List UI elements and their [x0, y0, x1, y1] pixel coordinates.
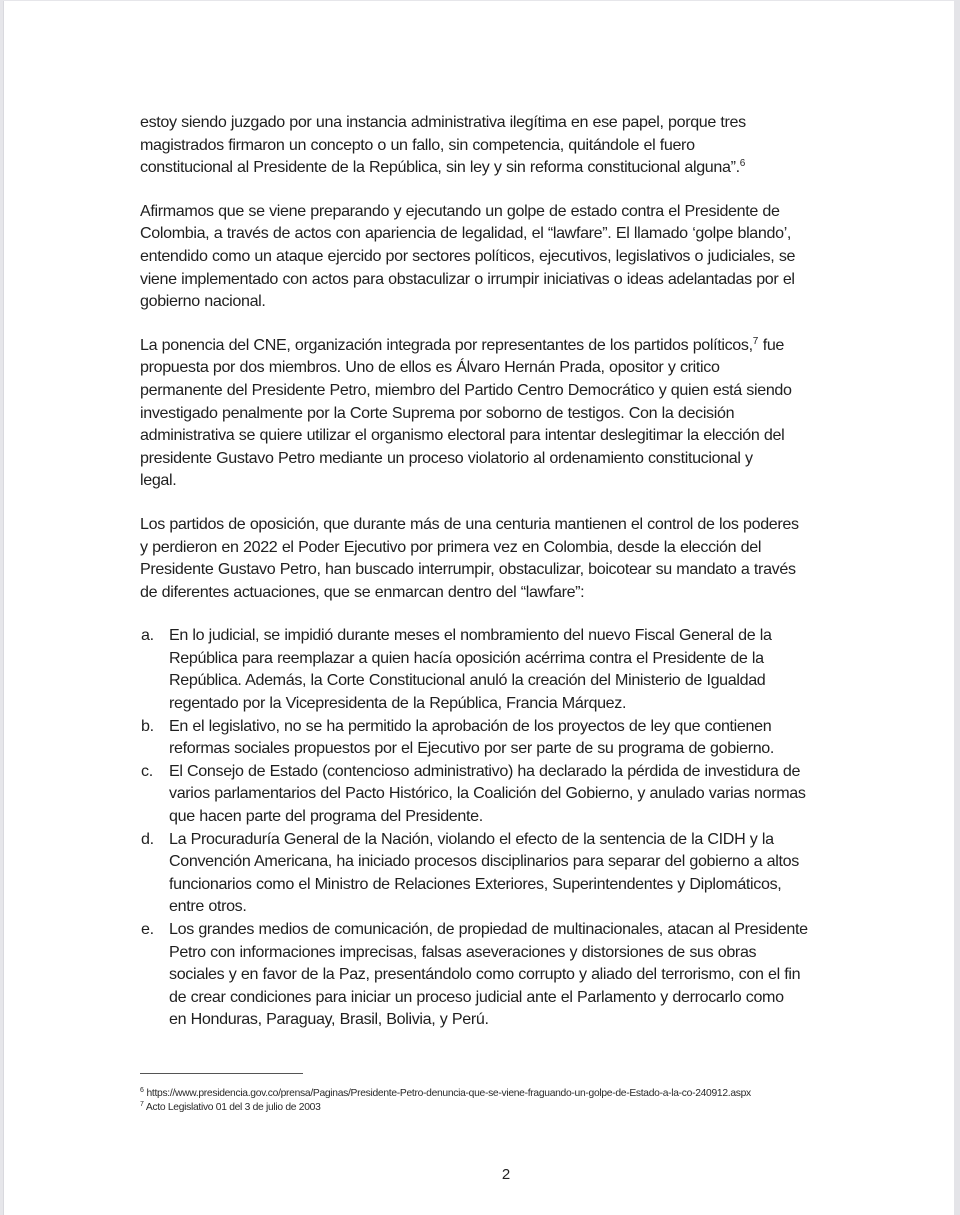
text-line: República para reemplazar a quien hacía oposición acérrima contra el Presidente de la — [169, 648, 764, 667]
text-line: investigado penalmente por la Corte Suprema por soborno de testigos. Con la decisión — [140, 403, 735, 422]
footnote-reference-7[interactable]: 7 — [752, 335, 759, 347]
text-line: varios parlamentarios del Pacto Histórico, la Coalición del Gobierno, y anulado varias normas — [169, 784, 806, 803]
text-line: administrativa se quiere utilizar el organismo electoral para intentar deslegitimar la elección del — [140, 426, 785, 445]
text-line: estoy siendo juzgado por una instancia administrativa ilegítima en ese papel, porque tres — [140, 113, 746, 131]
list-item-a — [140, 624, 875, 714]
list-marker: c. — [141, 761, 153, 780]
text-line: gobierno nacional. — [140, 292, 266, 311]
text-line: magistrados firmaron un concepto o un fallo, sin competencia, quitándole el fuero — [140, 135, 695, 154]
list-marker: a. — [141, 626, 154, 645]
viewer-scroll-edge — [954, 0, 960, 1215]
footnote-number: 6 — [140, 1087, 144, 1094]
text-line: Los grandes medios de comunicación, de propiedad de multinacionales, atacan al Presidente — [169, 920, 808, 938]
text-line: entre otros. — [169, 897, 247, 916]
text-line: La Procuraduría General de la Nación, violando el efecto de la sentencia de la CIDH y la — [169, 829, 774, 848]
text-line: permanente del Presidente Petro, miembro del Partido Centro Democrático y quien está siendo — [140, 380, 792, 399]
text-line: Los partidos de oposición, que durante más de una centuria mantienen el control de los poderes — [140, 514, 799, 533]
text-line: regentado por la Vicepresidenta de la República, Francia Márquez. — [169, 694, 627, 713]
text-line — [140, 334, 875, 357]
document-page — [3, 1, 955, 1215]
text-line: República. Además, la Corte Constitucional anuló la creación del Ministerio de Igualdad — [169, 671, 766, 690]
text-line: Petro con informaciones imprecisas, falsas aseveraciones y distorsiones de sus obras — [169, 942, 757, 961]
footnotes — [140, 1087, 900, 1115]
list-marker: d. — [141, 829, 154, 848]
list-marker: b. — [141, 716, 154, 735]
text-line: sociales y en favor de la Paz, presentándolo como corrupto y aliado del terrorismo, con el fin — [169, 965, 801, 984]
text-line: en Honduras, Paraguay, Brasil, Bolivia, y Perú. — [169, 1010, 489, 1029]
list-item-d — [140, 828, 875, 918]
page-number: 2 — [501, 1166, 511, 1183]
paragraph-4 — [140, 513, 875, 603]
text-line: El Consejo de Estado (contencioso administrativo) ha declarado la pérdida de investidura de — [169, 761, 801, 780]
text-line: entendido como un ataque ejercido por sectores políticos, ejecutivos, legislativos o judiciales, se — [140, 246, 796, 265]
text-line: viene implementado con actos para obstaculizar o irrumpir iniciativas o ideas adelantadas por el — [140, 269, 795, 288]
lawfare-list — [140, 624, 875, 1031]
text-line: reformas sociales propuestos por el Ejecutivo por ser parte de su programa de gobierno. — [169, 739, 775, 758]
list-item-e — [140, 918, 875, 1031]
text-line: En lo judicial, se impidió durante meses el nombramiento del nuevo Fiscal General de la — [169, 626, 772, 645]
text-line: funcionarios como el Ministro de Relaciones Exteriores, Superintendentes y Diplomáticos, — [169, 874, 782, 893]
paragraph-3 — [140, 334, 875, 492]
text-line: que hacen parte del programa del Presidente. — [169, 807, 483, 826]
footnote-number: 7 — [140, 1101, 144, 1108]
text-line: y perdieron en 2022 el Poder Ejecutivo por primera vez en Colombia, desde la elección del — [140, 537, 762, 556]
text-segment: La ponencia del CNE, organización integrada por representantes de los partidos políticos, — [140, 335, 753, 354]
footnote-link[interactable]: https://www.presidencia.gov.co/prensa/Paginas/Presidente-Petro-denuncia-que-se-viene-fraguando-un-golpe-de-Estado-a-la-co-240912.aspx — [143, 1088, 751, 1099]
footnote-separator — [140, 1073, 303, 1074]
text-line: de diferentes actuaciones, que se enmarcan dentro del “lawfare”: — [140, 582, 585, 601]
page-body — [140, 111, 875, 1031]
text-segment: fue — [758, 335, 785, 354]
list-item-c — [140, 760, 875, 828]
text-line: Colombia, a través de actos con apariencia de legalidad, el “lawfare”. El llamado ‘golpe blando’, — [140, 224, 792, 243]
paragraph-2 — [140, 200, 875, 313]
text-line: En el legislativo, no se ha permitido la aprobación de los proyectos de ley que contienen — [169, 716, 772, 735]
text-line: de crear condiciones para iniciar un proceso judicial ante el Parlamento y derrocarlo como — [169, 987, 784, 1006]
footnote-reference-6[interactable]: 6 — [739, 158, 746, 170]
footnote-6 — [140, 1087, 900, 1101]
text-line: Convención Americana, ha iniciado procesos disciplinarios para separar del gobierno a altos — [169, 852, 799, 871]
text-line: Afirmamos que se viene preparando y ejecutando un golpe de estado contra el Presidente de — [140, 201, 780, 220]
text-line: legal. — [140, 471, 177, 490]
footnote-7 — [140, 1101, 900, 1115]
text-segment: constitucional al Presidente de la República, sin ley y sin reforma constitucional alguna”. — [140, 158, 740, 177]
text-line: propuesta por dos miembros. Uno de ellos es Álvaro Hernán Prada, opositor y critico — [140, 358, 720, 377]
text-line: presidente Gustavo Petro mediante un proceso violatorio al ordenamiento constitucional y — [140, 448, 753, 467]
text-line: Presidente Gustavo Petro, han buscado interrumpir, obstaculizar, boicotear su mandato a través — [140, 560, 796, 579]
paragraph-1 — [140, 111, 875, 179]
text-line — [140, 156, 875, 179]
footnote-text: Acto Legislativo 01 del 3 de julio de 2003 — [143, 1102, 321, 1113]
list-item-b — [140, 715, 875, 760]
list-marker: e. — [141, 920, 154, 938]
